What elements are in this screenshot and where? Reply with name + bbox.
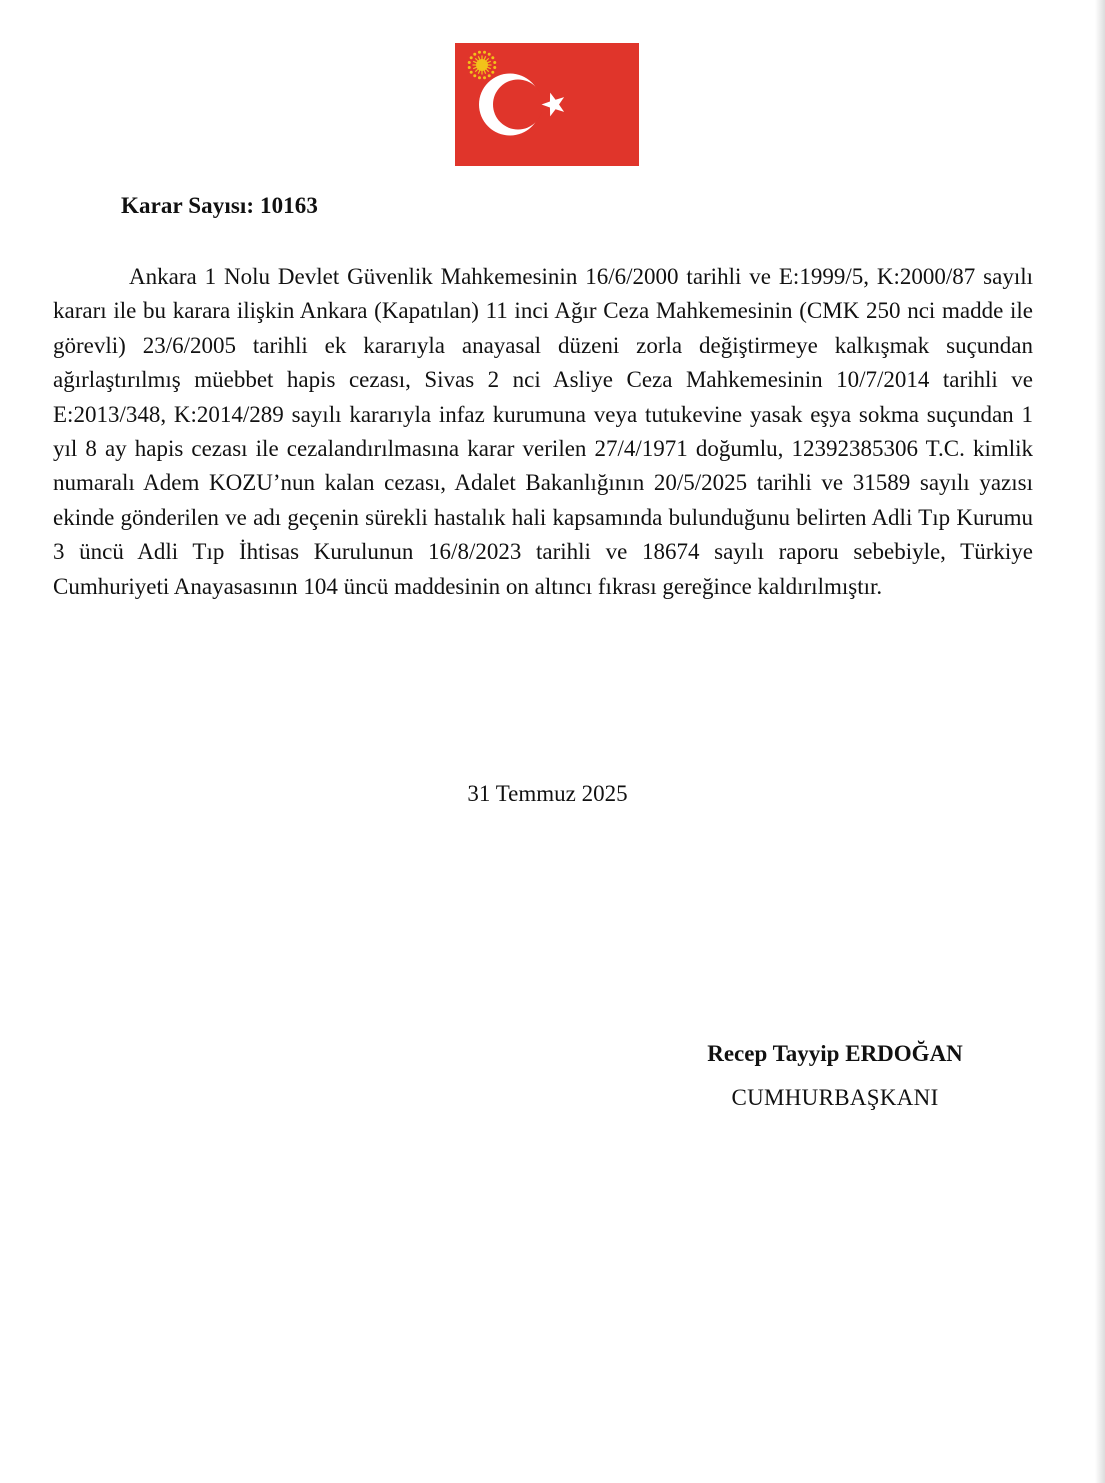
seal-star [478, 51, 481, 54]
decision-body-text: Ankara 1 Nolu Devlet Güvenlik Mahkemesinin 16/6/2000 tarihli ve E:1999/5, K:2000/87 sayılı kararı ile bu karara ilişkin Ankara (Kapatılan) 11 inci Ağır Ceza Mahkemesinin (CMK 250 nci madde ile görevli) 23/6/2005 tarihli ek kararıyla anayasal düzeni zorla değiştirmeye kalkışmak suçundan ağırlaştırılmış müebbet hapis cezası, Sivas 2 nci Asliye Ceza Mahkemesinin 10/7/2014 tarihli ve E:2013/348, K:2014/289 sayılı kararıyla infaz kurumuna veya tutukevine yasak eşya sokma suçundan 1 yıl 8 ay hapis cezası ile cezalandırılmasına karar verilen 27/4/1971 doğumlu, 12392385306 T.C. kimlik numaralı Adem KOZU’nun kalan cezası, Adalet Bakanlığının 20/5/2025 tarihli ve 31589 sayılı yazısı ekinde gönderilen ve adı geçenin sürekli hastalık hali kapsamında bulunduğunu belirten Adli Tıp Kurumu 3 üncü Adli Tıp İhtisas Kurulunun 16/8/2023 tarihli ve 18674 sayılı raporu sebebiyle, Türkiye Cumhuriyeti Anayasasının 104 üncü maddesinin on altıncı fıkrası gereğince kaldırılmıştır. [53, 264, 1033, 599]
decision-date: 31 Temmuz 2025 [467, 781, 628, 806]
crescent-inner [493, 80, 543, 130]
seal-star [488, 53, 491, 56]
page-edge-shadow [1095, 0, 1105, 1483]
seal-star [473, 53, 476, 56]
seal-star [468, 61, 471, 64]
seal-star [483, 76, 486, 79]
seal-star [473, 74, 476, 77]
seal-star [470, 71, 473, 74]
seal-star [470, 56, 473, 59]
seal-star [491, 71, 494, 74]
decision-number: Karar Sayısı: 10163 [121, 193, 318, 218]
seal-sun [476, 59, 488, 71]
seal-star [488, 74, 491, 77]
seal-star [468, 66, 471, 69]
seal-star [491, 56, 494, 59]
turkish-flag-emblem [455, 43, 639, 166]
seal-star [478, 76, 481, 79]
seal-star [493, 61, 496, 64]
signer-name: Recep Tayyip ERDOĞAN [707, 1041, 963, 1066]
seal-star [493, 66, 496, 69]
signature-block [660, 1037, 1010, 1115]
signer-title: CUMHURBAŞKANI [731, 1085, 939, 1110]
seal-star [483, 51, 486, 54]
